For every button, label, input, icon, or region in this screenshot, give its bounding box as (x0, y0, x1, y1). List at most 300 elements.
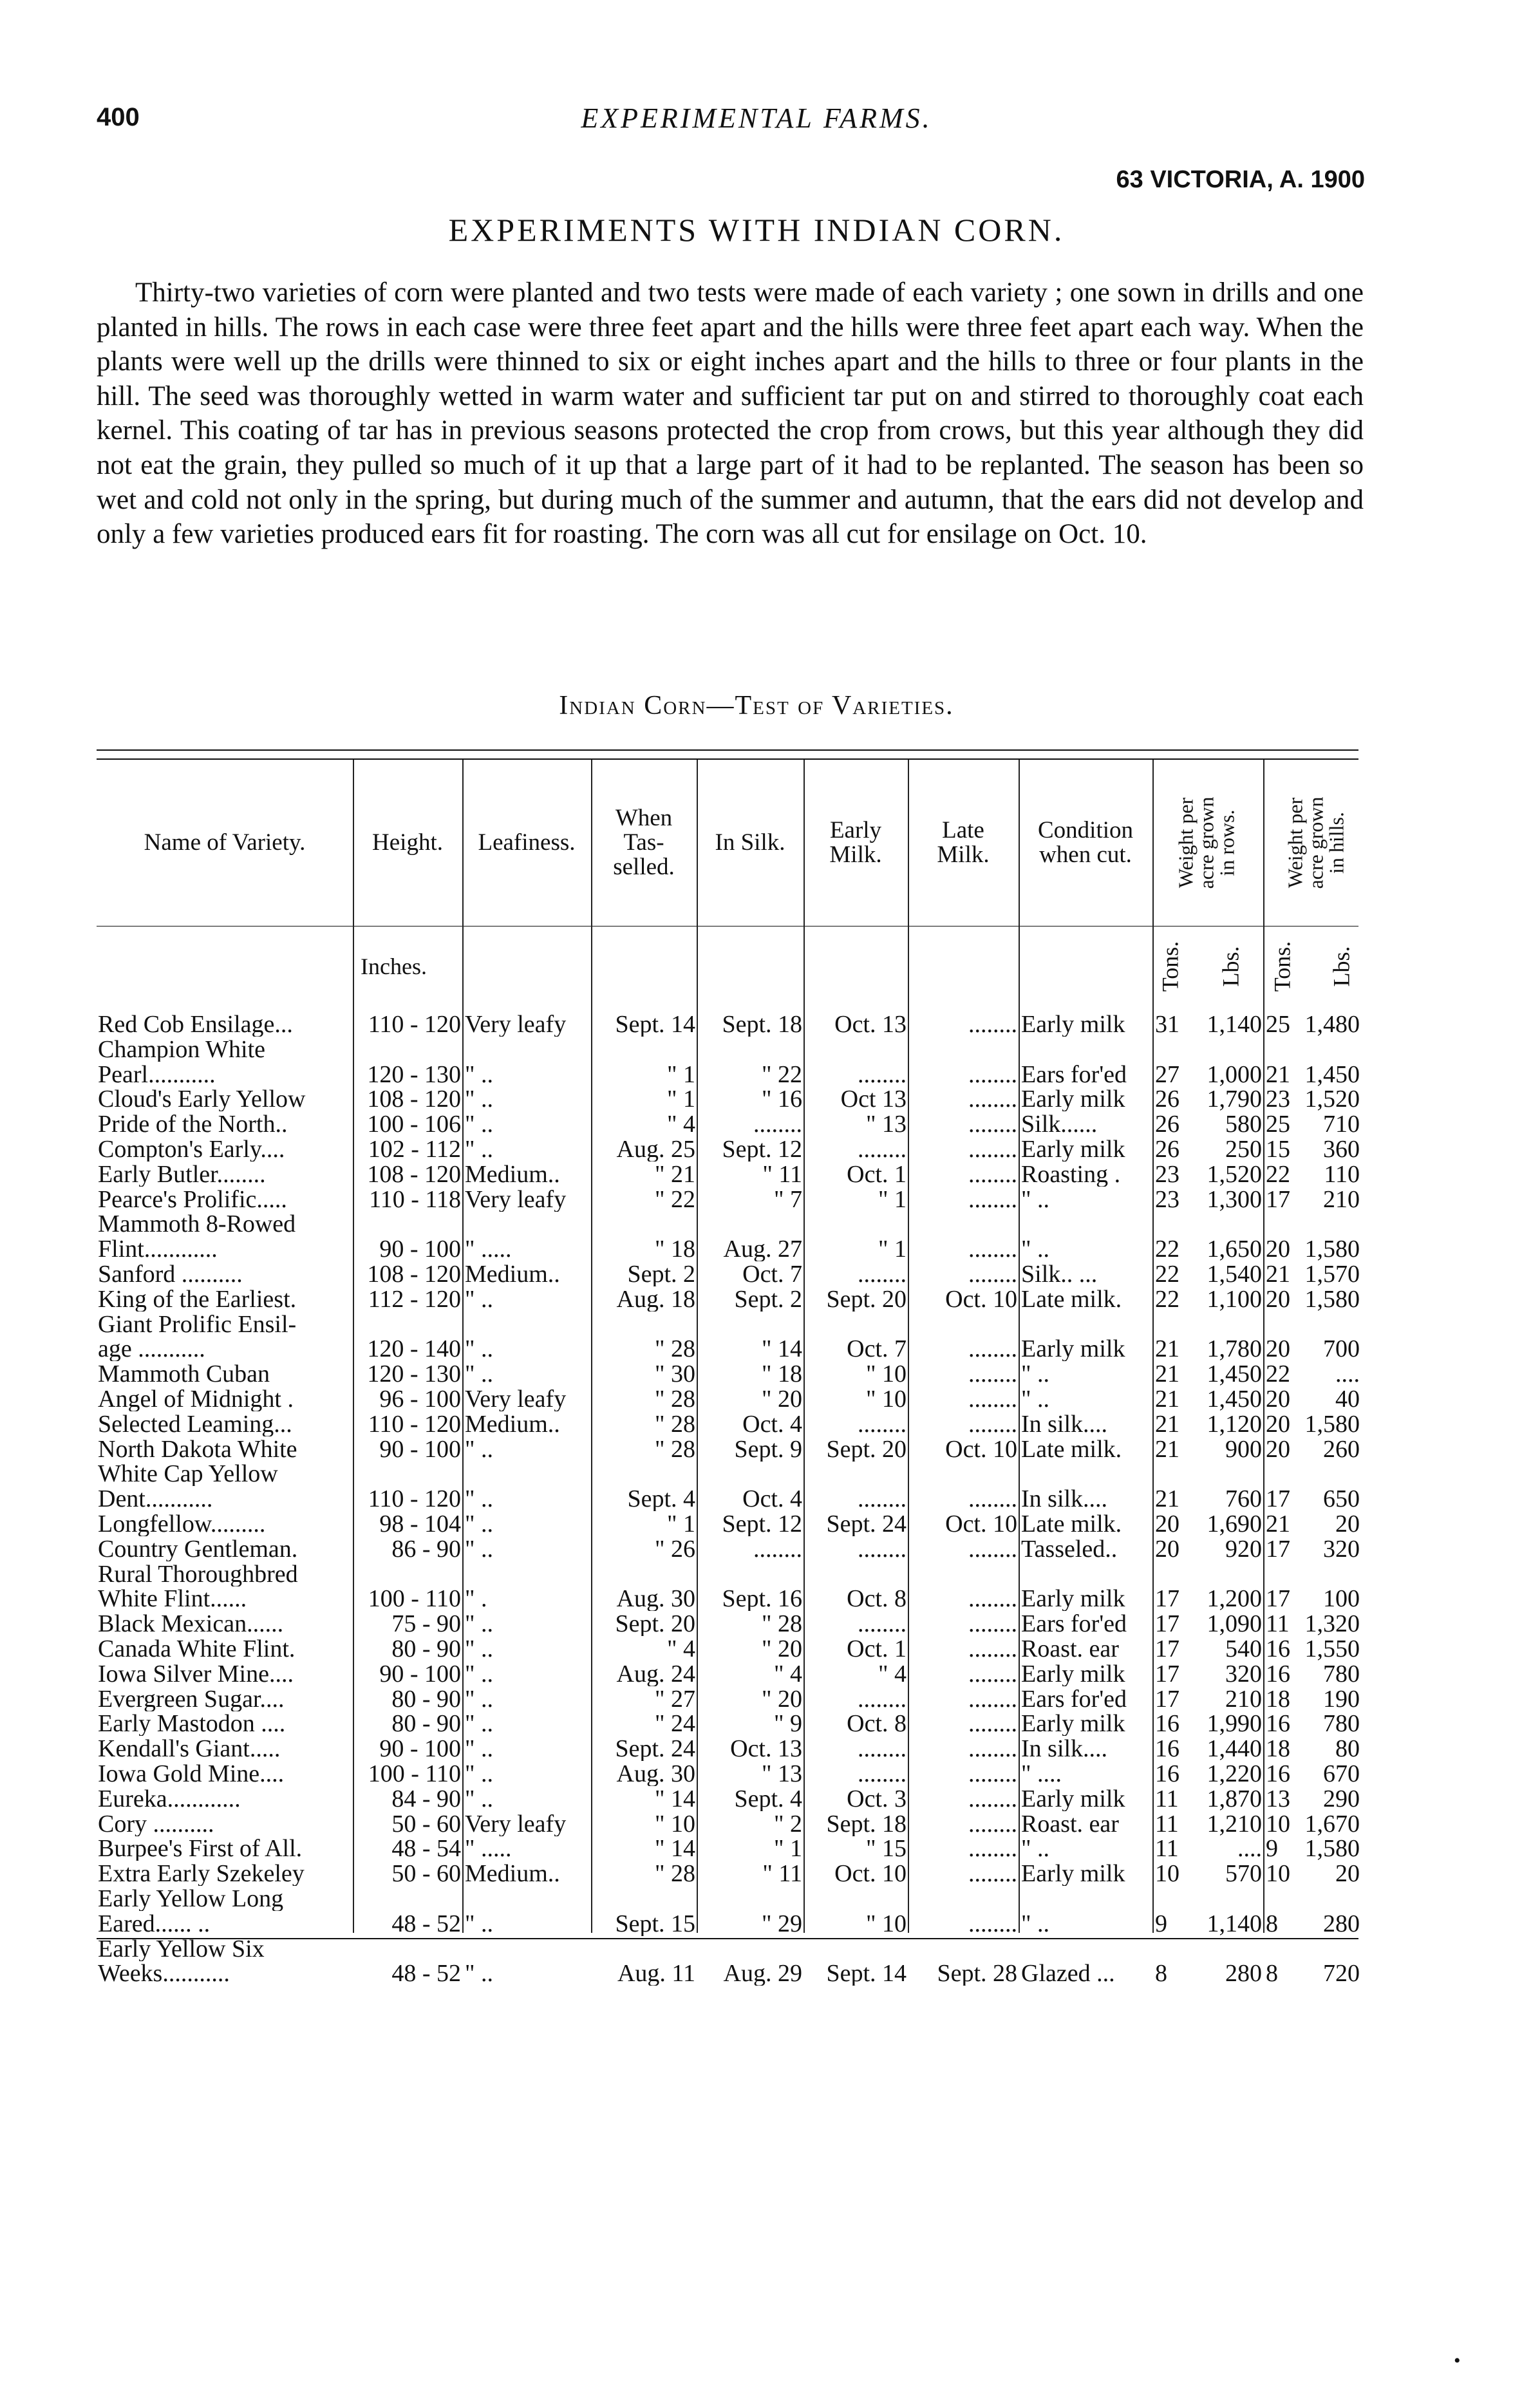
cell-late-milk: ........ (968, 1736, 1017, 1762)
cell-variety-name: Country Gentleman. (98, 1536, 298, 1561)
cell-late-milk: ........ (968, 1112, 1017, 1137)
cell-early-milk: " 13 (865, 1112, 907, 1137)
cell-lbs-hills: 190 (1323, 1686, 1360, 1711)
cell-leafiness: " .. (465, 1686, 494, 1711)
cell-tons-hills: 20 (1266, 1436, 1290, 1462)
cell-tasselled: " 4 (666, 1637, 695, 1661)
cell-tons-hills: 21 (1266, 1062, 1290, 1087)
cell-lbs-rows: 760 (1225, 1487, 1262, 1512)
cell-lbs-hills: 40 (1335, 1387, 1360, 1411)
cell-early-milk: Oct. 7 (847, 1337, 907, 1362)
cell-late-milk: ........ (968, 1811, 1017, 1836)
header-in-silk: In Silk. (715, 829, 785, 856)
cell-variety-name: Champion White (98, 1037, 265, 1062)
cell-variety-name: Rural Thoroughbred (98, 1561, 298, 1586)
cell-early-milk: ........ (858, 1262, 907, 1286)
cell-lbs-hills: 1,450 (1304, 1062, 1360, 1087)
cell-lbs-rows: 280 (1225, 1961, 1262, 1986)
cell-tons-rows: 21 (1155, 1436, 1179, 1462)
cell-early-milk: Oct. 8 (847, 1711, 907, 1736)
cell-tons-hills: 8 (1266, 1961, 1278, 1986)
cell-late-milk: Oct. 10 (945, 1286, 1017, 1312)
cell-early-milk: Sept. 24 (826, 1512, 907, 1536)
cell-tons-hills: 23 (1266, 1087, 1290, 1112)
cell-tasselled: Sept. 2 (627, 1262, 695, 1286)
cell-lbs-rows: 1,300 (1207, 1187, 1262, 1212)
cell-in-silk: Oct. 4 (742, 1411, 802, 1436)
cell-lbs-hills: 670 (1323, 1762, 1360, 1786)
cell-in-silk: " 20 (761, 1637, 802, 1661)
cell-condition: Silk...... (1021, 1112, 1098, 1137)
cell-lbs-rows: 1,100 (1207, 1286, 1262, 1312)
cell-leafiness: Very leafy (465, 1012, 567, 1037)
running-head: EXPERIMENTAL FARMS. (581, 102, 932, 134)
cell-tasselled: " 28 (654, 1337, 695, 1362)
cell-leafiness: " .. (465, 1087, 494, 1112)
cell-variety-name: Cory .......... (98, 1811, 214, 1836)
cell-tons-hills: 25 (1266, 1112, 1290, 1137)
cell-lbs-rows: 1,870 (1207, 1786, 1262, 1811)
cell-condition: Early milk (1021, 1337, 1125, 1362)
cell-tasselled: " 1 (666, 1062, 695, 1087)
cell-tons-rows: 16 (1155, 1711, 1179, 1736)
cell-early-milk: Sept. 20 (826, 1436, 907, 1462)
cell-condition: Silk.. ... (1021, 1262, 1098, 1286)
cell-leafiness: " ..... (465, 1836, 512, 1861)
cell-in-silk: Oct. 4 (742, 1487, 802, 1512)
cell-condition: Roasting . (1021, 1162, 1121, 1187)
cell-height: 110 - 118 (369, 1187, 461, 1212)
cell-variety-name: Early Butler........ (98, 1162, 266, 1187)
cell-tons-hills: 21 (1266, 1262, 1290, 1286)
cell-variety-name: Eureka............ (98, 1786, 241, 1811)
cell-height: 110 - 120 (368, 1487, 461, 1512)
cell-tasselled: " 1 (666, 1087, 695, 1112)
cell-leafiness: " .. (465, 1137, 494, 1162)
cell-tasselled: " 10 (654, 1811, 695, 1836)
cell-lbs-hills: 290 (1323, 1786, 1360, 1811)
cell-tasselled: Aug. 30 (616, 1762, 695, 1786)
cell-tons-rows: 17 (1155, 1586, 1179, 1612)
cell-in-silk: Aug. 27 (723, 1237, 802, 1262)
cell-height: 100 - 106 (367, 1112, 461, 1137)
unit-tons-rows: Tons. (1157, 941, 1183, 992)
cell-variety-name: Selected Leaming... (98, 1411, 292, 1436)
cell-variety-name: King of the Earliest. (98, 1286, 297, 1312)
cell-tons-hills: 15 (1266, 1137, 1290, 1162)
cell-lbs-rows: 1,450 (1207, 1387, 1262, 1411)
cell-early-milk: Sept. 14 (826, 1961, 907, 1986)
cell-variety-name: Evergreen Sugar.... (98, 1686, 285, 1711)
cell-tasselled: " 30 (654, 1362, 695, 1387)
cell-variety-name: Compton's Early.... (98, 1137, 285, 1162)
cell-late-milk: ........ (968, 1861, 1017, 1886)
cell-tasselled: Sept. 20 (615, 1612, 695, 1637)
cell-lbs-rows: 1,140 (1207, 1012, 1262, 1037)
cell-lbs-rows: 570 (1225, 1861, 1262, 1886)
unit-lbs-hills: Lbs. (1328, 946, 1355, 987)
cell-condition: Late milk. (1021, 1286, 1122, 1312)
cell-early-milk: ........ (858, 1762, 907, 1786)
cell-in-silk: ........ (753, 1112, 802, 1137)
cell-height: 100 - 110 (368, 1762, 461, 1786)
cell-tasselled: Aug. 30 (616, 1586, 695, 1612)
cell-condition: Ears for'ed (1021, 1686, 1127, 1711)
cell-variety-name: Mammoth Cuban (98, 1362, 270, 1387)
cell-in-silk: Sept. 12 (722, 1512, 802, 1536)
cell-early-milk: " 10 (865, 1362, 907, 1387)
cell-in-silk: Sept. 16 (722, 1586, 802, 1612)
cell-late-milk: Sept. 28 (937, 1961, 1017, 1986)
cell-late-milk: ........ (968, 1337, 1017, 1362)
unit-lbs-rows: Lbs. (1217, 946, 1244, 987)
cell-late-milk: ........ (968, 1836, 1017, 1861)
cell-early-milk: ........ (858, 1612, 907, 1637)
cell-variety-name: Flint............ (98, 1237, 218, 1262)
cell-leafiness: Very leafy (465, 1187, 567, 1212)
cell-early-milk: Oct 13 (840, 1087, 907, 1112)
cell-tasselled: " 28 (654, 1436, 695, 1462)
cell-tons-hills: 16 (1266, 1762, 1290, 1786)
cell-variety-name: North Dakota White (98, 1436, 297, 1462)
cell-early-milk: Sept. 20 (826, 1286, 907, 1312)
cell-condition: Late milk. (1021, 1436, 1122, 1462)
cell-in-silk: Sept. 9 (734, 1436, 802, 1462)
cell-leafiness: " .. (465, 1637, 494, 1661)
cell-early-milk: " 4 (878, 1661, 907, 1686)
cell-tons-hills: 16 (1266, 1711, 1290, 1736)
cell-lbs-rows: 1,990 (1207, 1711, 1262, 1736)
cell-lbs-hills: 1,580 (1304, 1411, 1360, 1436)
cell-height: 90 - 100 (379, 1736, 461, 1762)
cell-lbs-hills: 780 (1323, 1661, 1360, 1686)
cell-tons-hills: 9 (1266, 1836, 1278, 1861)
header-early-milk: Early Milk. (829, 817, 882, 868)
cell-tons-hills: 25 (1266, 1012, 1290, 1037)
cell-late-milk: ........ (968, 1487, 1017, 1512)
cell-leafiness: " .. (465, 1362, 494, 1387)
cell-tasselled: " 28 (654, 1411, 695, 1436)
cell-tons-rows: 22 (1155, 1286, 1179, 1312)
cell-tons-rows: 11 (1155, 1786, 1179, 1811)
cell-lbs-hills: 1,480 (1304, 1012, 1360, 1037)
cell-variety-name: age ........... (98, 1337, 205, 1362)
cell-early-milk: Sept. 18 (826, 1811, 907, 1836)
cell-condition: In silk.... (1021, 1411, 1108, 1436)
cell-leafiness: " .. (465, 1762, 494, 1786)
cell-variety-name: Red Cob Ensilage... (98, 1012, 293, 1037)
header-height: Height. (372, 829, 443, 856)
cell-tasselled: " 27 (654, 1686, 695, 1711)
cell-early-milk: ........ (858, 1487, 907, 1512)
cell-variety-name: Eared...... .. (98, 1911, 211, 1936)
cell-leafiness: Very leafy (465, 1387, 567, 1411)
cell-lbs-rows: 1,790 (1207, 1087, 1262, 1112)
cell-leafiness: Medium.. (465, 1411, 560, 1436)
cell-tons-hills: 22 (1266, 1162, 1290, 1187)
cell-late-milk: ........ (968, 1087, 1017, 1112)
cell-variety-name: White Flint...... (98, 1586, 247, 1612)
cell-lbs-rows: 540 (1225, 1637, 1262, 1661)
cell-variety-name: Early Yellow Long (98, 1886, 284, 1911)
cell-late-milk: ........ (968, 1062, 1017, 1087)
cell-condition: " .... (1021, 1762, 1062, 1786)
cell-condition: " .. (1021, 1237, 1050, 1262)
cell-height: 50 - 60 (391, 1861, 461, 1886)
cell-condition: Early milk (1021, 1137, 1125, 1162)
cell-lbs-rows: 900 (1225, 1436, 1262, 1462)
cell-early-milk: " 10 (865, 1911, 907, 1936)
cell-tasselled: " 18 (654, 1237, 695, 1262)
cell-tasselled: Aug. 11 (617, 1961, 695, 1986)
cell-tons-rows: 21 (1155, 1487, 1179, 1512)
cell-leafiness: " .. (465, 1536, 494, 1561)
cell-lbs-hills: 1,580 (1304, 1286, 1360, 1312)
cell-tons-hills: 22 (1266, 1362, 1290, 1387)
cell-condition: Tasseled.. (1021, 1536, 1118, 1561)
cell-height: 110 - 120 (368, 1411, 461, 1436)
cell-leafiness: " .. (465, 1337, 494, 1362)
cell-lbs-rows: 1,450 (1207, 1362, 1262, 1387)
cell-tons-hills: 10 (1266, 1811, 1290, 1836)
cell-lbs-hills: 20 (1335, 1861, 1360, 1886)
cell-in-silk: Sept. 2 (734, 1286, 802, 1312)
cell-late-milk: Oct. 10 (945, 1436, 1017, 1462)
cell-condition: Early milk (1021, 1711, 1125, 1736)
cell-tons-rows: 21 (1155, 1362, 1179, 1387)
cell-tons-rows: 11 (1155, 1811, 1179, 1836)
cell-tons-rows: 20 (1155, 1536, 1179, 1561)
cell-early-milk: ........ (858, 1411, 907, 1436)
cell-tons-rows: 20 (1155, 1512, 1179, 1536)
cell-height: 80 - 90 (391, 1711, 461, 1736)
cell-early-milk: " 1 (878, 1187, 907, 1212)
cell-tasselled: Aug. 25 (616, 1137, 695, 1162)
cell-leafiness: " . (465, 1586, 487, 1612)
cell-height: 120 - 130 (367, 1362, 461, 1387)
cell-lbs-rows: 1,440 (1207, 1736, 1262, 1762)
cell-tons-rows: 26 (1155, 1087, 1179, 1112)
cell-tons-rows: 23 (1155, 1162, 1179, 1187)
cell-tasselled: Sept. 24 (615, 1736, 695, 1762)
cell-early-milk: ........ (858, 1536, 907, 1561)
cell-late-milk: ........ (968, 1786, 1017, 1811)
cell-late-milk: ........ (968, 1686, 1017, 1711)
cell-condition: Ears for'ed (1021, 1612, 1127, 1637)
cell-variety-name: Mammoth 8-Rowed (98, 1212, 296, 1237)
cell-lbs-rows: 1,090 (1207, 1612, 1262, 1637)
cell-tons-hills: 13 (1266, 1786, 1290, 1811)
cell-height: 108 - 120 (367, 1262, 461, 1286)
section-title: EXPERIMENTS WITH INDIAN CORN. (448, 212, 1065, 248)
cell-condition: Early milk (1021, 1087, 1125, 1112)
cell-late-milk: ........ (968, 1536, 1017, 1561)
cell-height: 110 - 120 (368, 1012, 461, 1037)
cell-early-milk: " 15 (865, 1836, 907, 1861)
cell-condition: Glazed ... (1021, 1961, 1115, 1986)
cell-tons-hills: 20 (1266, 1411, 1290, 1436)
cell-variety-name: Weeks........... (98, 1961, 230, 1986)
cell-leafiness: " .. (465, 1062, 494, 1087)
cell-tasselled: " 14 (654, 1786, 695, 1811)
cell-early-milk: Oct. 1 (847, 1637, 907, 1661)
cell-tasselled: Aug. 24 (616, 1661, 695, 1686)
cell-tasselled: Sept. 15 (615, 1911, 695, 1936)
cell-lbs-rows: 1,540 (1207, 1262, 1262, 1286)
cell-height: 120 - 140 (367, 1337, 461, 1362)
cell-variety-name: Extra Early Szekeley (98, 1861, 305, 1886)
cell-lbs-hills: .... (1335, 1362, 1360, 1387)
cell-tons-hills: 17 (1266, 1187, 1290, 1212)
cell-condition: Early milk (1021, 1861, 1125, 1886)
cell-early-milk: ........ (858, 1062, 907, 1087)
cell-in-silk: Oct. 7 (742, 1262, 802, 1286)
header-tasselled: When Tas- selled. (613, 805, 675, 880)
cell-in-silk: " 16 (761, 1087, 802, 1112)
cell-early-milk: Oct. 1 (847, 1162, 907, 1187)
cell-tons-rows: 17 (1155, 1612, 1179, 1637)
cell-condition: Roast. ear (1021, 1811, 1119, 1836)
cell-tons-hills: 20 (1266, 1337, 1290, 1362)
cell-tons-hills: 8 (1266, 1911, 1278, 1936)
cell-lbs-hills: 710 (1323, 1112, 1360, 1137)
cell-condition: Ears for'ed (1021, 1062, 1127, 1087)
header-condition: Condition when cut. (1037, 817, 1134, 868)
cell-tasselled: " 14 (654, 1836, 695, 1861)
cell-tons-rows: 16 (1155, 1736, 1179, 1762)
cell-variety-name: Canada White Flint. (98, 1637, 296, 1661)
session-note: 63 VICTORIA, A. 1900 (1116, 166, 1365, 193)
cell-in-silk: " 29 (761, 1911, 802, 1936)
cell-height: 90 - 100 (379, 1436, 461, 1462)
cell-condition: Early milk (1021, 1586, 1125, 1612)
cell-lbs-rows: 580 (1225, 1112, 1262, 1137)
cell-lbs-hills: 20 (1335, 1512, 1360, 1536)
cell-tons-hills: 20 (1266, 1237, 1290, 1262)
cell-leafiness: " ..... (465, 1237, 512, 1262)
cell-in-silk: " 14 (761, 1337, 802, 1362)
cell-lbs-hills: 1,670 (1304, 1811, 1360, 1836)
cell-lbs-hills: 1,320 (1304, 1612, 1360, 1637)
cell-leafiness: " .. (465, 1961, 494, 1986)
cell-leafiness: " .. (465, 1736, 494, 1762)
cell-late-milk: ........ (968, 1137, 1017, 1162)
cell-tasselled: " 22 (654, 1187, 695, 1212)
cell-tons-hills: 18 (1266, 1736, 1290, 1762)
unit-tons-hills: Tons. (1269, 941, 1295, 992)
cell-variety-name: Longfellow......... (98, 1512, 266, 1536)
cell-tons-rows: 21 (1155, 1337, 1179, 1362)
cell-in-silk: " 7 (773, 1187, 802, 1212)
cell-leafiness: Very leafy (465, 1811, 567, 1836)
cell-variety-name: Sanford .......... (98, 1262, 243, 1286)
cell-variety-name: Pride of the North.. (98, 1112, 288, 1137)
cell-condition: " .. (1021, 1387, 1050, 1411)
cell-condition: " .. (1021, 1362, 1050, 1387)
cell-lbs-rows: 920 (1225, 1536, 1262, 1561)
cell-leafiness: " .. (465, 1661, 494, 1686)
cell-tasselled: " 21 (654, 1162, 695, 1187)
cell-in-silk: Sept. 18 (722, 1012, 802, 1037)
cell-late-milk: ........ (968, 1711, 1017, 1736)
cell-height: 96 - 100 (379, 1387, 461, 1411)
cell-tons-hills: 20 (1266, 1387, 1290, 1411)
cell-condition: Early milk (1021, 1012, 1125, 1037)
cell-tasselled: " 26 (654, 1536, 695, 1561)
cell-condition: " .. (1021, 1836, 1050, 1861)
cell-in-silk: ........ (753, 1536, 802, 1561)
cell-leafiness: " .. (465, 1711, 494, 1736)
cell-tasselled: Aug. 18 (616, 1286, 695, 1312)
cell-tons-hills: 10 (1266, 1861, 1290, 1886)
cell-height: 50 - 60 (391, 1811, 461, 1836)
cell-tasselled: " 24 (654, 1711, 695, 1736)
cell-tons-rows: 21 (1155, 1411, 1179, 1436)
cell-late-milk: ........ (968, 1911, 1017, 1936)
cell-tasselled: " 28 (654, 1861, 695, 1886)
cell-height: 48 - 54 (391, 1836, 461, 1861)
cell-tons-rows: 16 (1155, 1762, 1179, 1786)
cell-tons-rows: 22 (1155, 1237, 1179, 1262)
cell-condition: In silk.... (1021, 1487, 1108, 1512)
cell-lbs-rows: 1,780 (1207, 1337, 1262, 1362)
cell-in-silk: " 1 (773, 1836, 802, 1861)
cell-lbs-rows: 250 (1225, 1137, 1262, 1162)
cell-tasselled: Sept. 4 (627, 1487, 695, 1512)
cell-height: 80 - 90 (391, 1686, 461, 1711)
cell-early-milk: ........ (858, 1736, 907, 1762)
cell-lbs-hills: 320 (1323, 1536, 1360, 1561)
header-leafiness: Leafiness. (478, 829, 576, 856)
cell-leafiness: " .. (465, 1512, 494, 1536)
intro-paragraph: Thirty-two varieties of corn were planted and two tests were made of each variety ; one sown in drills and one planted in hills. The rows in each case were three feet apart and the hills were three feet apart each way. When the plants were well up the drills were thinned to six or eight inches apart and the hills to three or four plants in the hill. The seed was thoroughly wetted in warm water and sufficient tar put on and stirred to thoroughly coat each kernel. This coating of tar has in previous seasons protected the crop from crows, but this year although they did not eat the grain, they pulled so much of it up that a large part of it had to be replanted. The season has been so wet and cold not only in the spring, but during much of the summer and autumn, that the ears did not develop and only a few varieties produced ears fit for roasting. The corn was all cut for ensilage on Oct. 10. (97, 277, 1364, 550)
cell-lbs-hills: 720 (1323, 1961, 1360, 1986)
cell-early-milk: Oct. 13 (834, 1012, 907, 1037)
cell-leafiness: " .. (465, 1612, 494, 1637)
cell-in-silk: " 2 (773, 1811, 802, 1836)
cell-leafiness: " .. (465, 1911, 494, 1936)
stray-mark: • (1454, 2350, 1461, 2371)
cell-in-silk: " 13 (761, 1762, 802, 1786)
cell-height: 90 - 100 (379, 1661, 461, 1686)
cell-tons-rows: 11 (1155, 1836, 1179, 1861)
cell-lbs-rows: 1,650 (1207, 1237, 1262, 1262)
cell-variety-name: Pearce's Prolific..... (98, 1187, 287, 1212)
cell-tons-hills: 16 (1266, 1661, 1290, 1686)
cell-tons-rows: 17 (1155, 1686, 1179, 1711)
cell-in-silk: " 9 (773, 1711, 802, 1736)
header-weight-rows: Weight per acre grown in rows. (1174, 796, 1239, 889)
cell-tons-hills: 11 (1266, 1612, 1290, 1637)
cell-height: 84 - 90 (391, 1786, 461, 1811)
cell-variety-name: Iowa Silver Mine.... (98, 1661, 294, 1686)
cell-late-milk: ........ (968, 1012, 1017, 1037)
cell-tons-rows: 9 (1155, 1911, 1167, 1936)
cell-early-milk: ........ (858, 1686, 907, 1711)
cell-late-milk: ........ (968, 1262, 1017, 1286)
cell-in-silk: " 4 (773, 1661, 802, 1686)
cell-late-milk: ........ (968, 1637, 1017, 1661)
cell-tons-hills: 18 (1266, 1686, 1290, 1711)
cell-variety-name: Early Mastodon .... (98, 1711, 286, 1736)
cell-leafiness: " .. (465, 1436, 494, 1462)
cell-variety-name: Iowa Gold Mine.... (98, 1762, 285, 1786)
cell-early-milk: " 1 (878, 1237, 907, 1262)
cell-leafiness: Medium.. (465, 1262, 560, 1286)
cell-tons-rows: 17 (1155, 1637, 1179, 1661)
cell-lbs-rows: 1,200 (1207, 1586, 1262, 1612)
cell-lbs-rows: 1,000 (1207, 1062, 1262, 1087)
